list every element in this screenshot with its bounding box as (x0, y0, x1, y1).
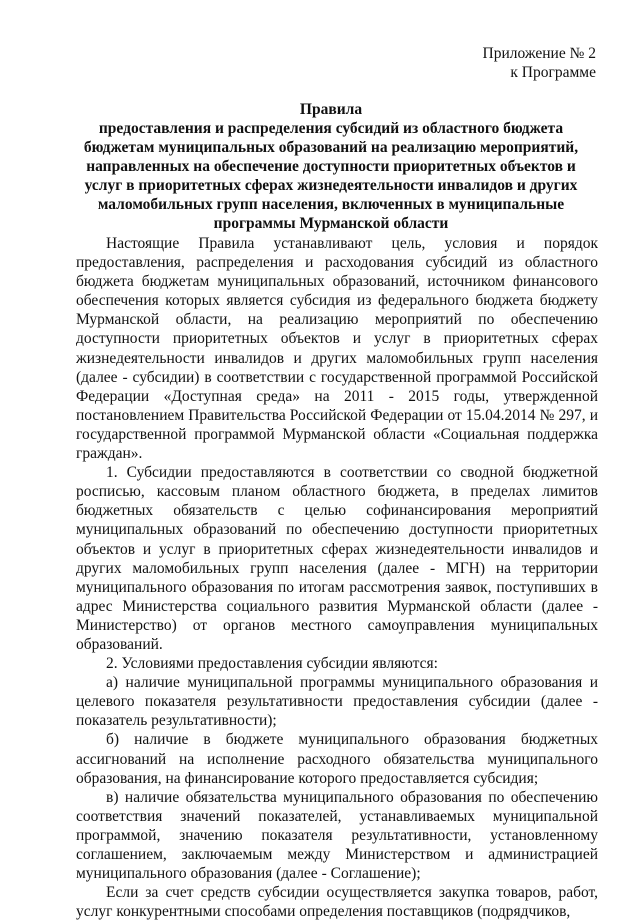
title-line: услуг в приоритетных сферах жизнедеятельности инвалидов и других (84, 177, 578, 194)
title-heading: Правила (299, 101, 363, 118)
document-body (76, 234, 598, 921)
paragraph-item-1: 1. Субсидии предоставляются в соответствии со сводной бюджетной росписью, кассовым планом областного бюджета, в пределах лимитов бюджетных обязательств с целью софинансирования мероприятий муниципальных образований по обеспечению доступности приоритетных объектов и услуг в приоритетных сферах жизнедеятельности инвалидов и других маломобильных групп населения (далее - МГН) на территории муниципального образования по итогам рассмотрения заявок, поступивших в адрес Министерства социального развития Мурманской области (далее - Министерство) от органов местного самоуправления муниципальных образований. (76, 464, 598, 653)
document-title (70, 100, 592, 233)
appendix-reference (483, 44, 596, 82)
appendix-number: Приложение № 2 (482, 45, 596, 62)
title-line: направленных на обеспечение доступности приоритетных объектов и (86, 158, 576, 175)
title-line: бюджетам муниципальных образований на реализацию мероприятий, (83, 139, 579, 156)
title-line: маломобильных групп населения, включенных в муниципальные (97, 196, 565, 213)
title-line: предоставления и распределения субсидий из областного бюджета (98, 120, 564, 137)
paragraph-intro: Настоящие Правила устанавливают цель, условия и порядок предоставления, распределения и расходования субсидий из областного бюджета бюджетам муниципальных образований, источником финансового обеспечения которых является субсидия из федерального бюджета бюджету Мурманской области, на реализацию мероприятий по обеспечению доступности приоритетных объектов и услуг в приоритетных сферах жизнедеятельности инвалидов и других маломобильных групп населения (далее - субсидии) в соответствии с государственной программой Российской Федерации «Доступная среда» на 2011 - 2015 годы, утвержденной постановлением Правительства Российской Федерации от 15.04.2014 № 297, и государственной программой Мурманской области «Социальная поддержка граждан». (76, 235, 598, 463)
paragraph-condition-b: б) наличие в бюджете муниципального образования бюджетных ассигнований на исполнение расходного обязательства муниципального образования, на финансирование которого предоставляется субсидия; (76, 731, 598, 787)
appendix-program: к Программе (510, 64, 596, 81)
paragraph-condition-c: в) наличие обязательства муниципального образования по обеспечению соответствия значений показателей, устанавливаемых муниципальной программой, значению показателя результативности, установленному соглашением, заключаемым между Министерством и администрацией муниципального образования (далее - Соглашение); (76, 788, 598, 883)
paragraph-condition-a: а) наличие муниципальной программы муниципального образования и целевого показателя результативности предоставления субсидии (далее - показатель результативности); (76, 674, 598, 730)
title-line: программы Мурманской области (213, 215, 449, 232)
paragraph-procurement: Если за счет средств субсидии осуществляется закупка товаров, работ, услуг конкурентными способами определения поставщиков (подрядчиков, (76, 884, 598, 921)
paragraph-item-2: 2. Условиями предоставления субсидии являются: (106, 655, 438, 673)
